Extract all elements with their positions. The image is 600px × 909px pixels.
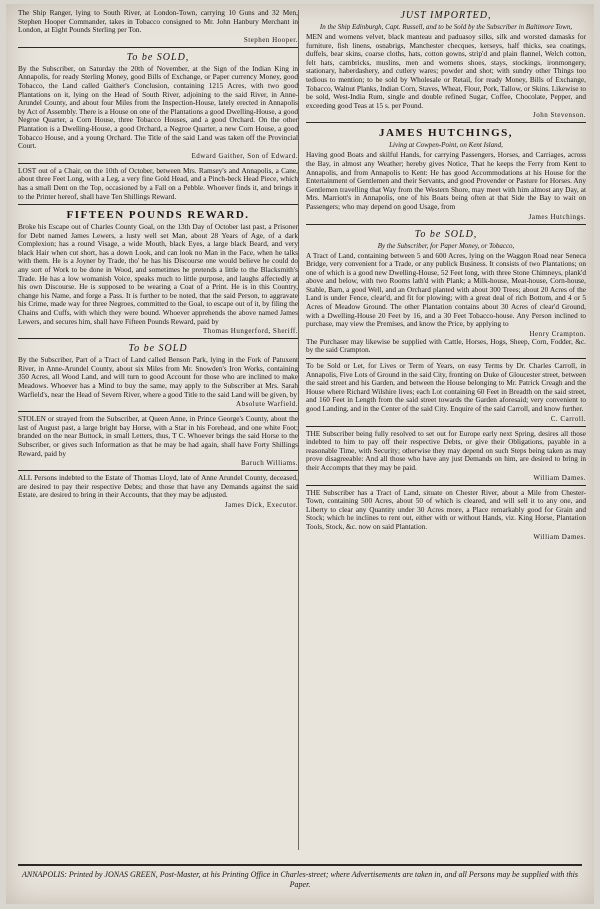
ad-text: LOST out of a Chair, on the 10th of October, between Mrs. Ramsey's and Annapolis, a Cane, about three Feet Long, with a Leg, a very fine Gold Head, and a Pinch-beck Head Piece, which has a small Dent on the Top, occasioned by a Fall on a Pebble. Whoever finds it, and brings it to the Printer hereof, shall have Ten Shillings Reward. <box>18 165 298 201</box>
advertisement-lost-cane <box>18 164 298 205</box>
ad-text: The Ship Ranger, lying to South River, at London-Town, carrying 10 Guns and 32 Men, Stephen Hooper Commander, takes in Tobacco consigned to Mr. John Hanbury Merchant in London, at Eight Pounds Sterling per Ton. <box>18 8 298 35</box>
ad-heading: JUST IMPORTED, <box>400 10 492 21</box>
advertisement-fifteen-pounds-reward <box>18 205 298 339</box>
ad-text: MEN and womens velvet, black manteau and paduasoy silks, silk and worsted damasks for furniture, fish linens, osnabrigs, Manchester checques, kerseys, half thicks, sea coatings, duffels, bear skins, coarse cloths, hats, cotton gowns, strip'd and plain flannel, Welch cotton, felt hats, cambricks, muslins, men and womens shoes, stays, stockings, ironmongery, stationary, haberdashery, and cutlery wares; powder and shot; with sundry other Things too tedious to mention; to be sold by Wholesale or Retail, for ready Money, Bills of Exchange, Tobacco, Walnut Planks, Indian Corn, Staves, Wheat, Flour, Pork, Tallow, or Skins. Likewise to be sold, West-India Rum, single and double refined Sugar, Coffee, Chocolate, Pepper, and exceeding good Teas at 15 s. per Pound. <box>306 32 586 110</box>
ad-subheading: Living at Cowpen-Point, on Kent Island, <box>389 141 503 150</box>
advertisement-dames-land <box>306 486 586 544</box>
ad-heading: To be SOLD <box>128 343 188 355</box>
ad-signature: Thomas Hungerford, Sheriff. <box>202 327 298 336</box>
ad-signature: James Hutchings. <box>528 212 586 221</box>
advertisement-land-sale-crampton <box>306 225 586 360</box>
ad-signature: William Dames. <box>533 473 586 482</box>
ad-signature: John Stevenson. <box>533 111 586 120</box>
ad-signature: William Dames. <box>533 532 586 541</box>
ad-text: Having good Boats and skilful Hands, for carrying Passengers, Horses, and Carriages, across the Bay, in almost any Weather; hereby gives Notice, That he keeps the Ferry from Kent to Annapolis, and from Annapolis to Kent: He has good Accommodations at his House for the Entertainment of Gentlemen and their Servants, and good Provender or Pasture for Horses. Any Gentlemen travelling that Way from the Western Shore, may meet with him almost any Day, at Mrs. Marriott's in Annapolis, one of his Boats being often at that Side the Bay to wait on Passengers; who may depend on good Usage, from <box>306 150 586 211</box>
newspaper-page <box>6 4 594 904</box>
ad-signature: Edward Gaither, Son of Edward. <box>191 151 298 160</box>
ad-text: Broke his Escape out of Charles County Goal, on the 13th Day of October last past, a Prisoner for Debt named James Lewers, a lusty well set Man, about 28 Years of Age, of a dark Complexion; has a round Visage, a wide Mouth, black Eyes, a large black Beard, and very black Hair when cut short, has a down Look, and can look no Man in the Face, when he talks with them. He is a Joyner by Trade, tho' he has his Discourse one would believe he could do any sort of Work to be done in Wood, and sometimes he pretends a little to the Blacksmith's Trade. He has a low womanish Voice, speaks much to little purpose, and laughs affectedly at his own Discourse. He is supposed to be wearing a Coat of a Print. He is in this Country, change his Name, and forge a Pass. It is further to be noted, that the said Person, to aggravate his Crime, made way for three Negroes, committed to the Goal, to escape out of it, by filing the Chains and Cuffs, with which they were bound. Whoever apprehends the above named James Lewers, and secures him, shall have Fifteen Pounds Reward, paid by <box>18 222 298 326</box>
ad-extra-text: The Purchaser may likewise be supplied with Cattle, Horses, Hogs, Sheep, Corn, Fodder, &c. by the said Crampton. <box>306 336 586 355</box>
advertisement-carroll-lots <box>306 359 586 427</box>
ad-text: STOLEN or strayed from the Subscriber, at Queen Anne, in Prince George's County, about the last of August past, a large bright bay Horse, with a Star in his Forehead, and one white Foot; branded on the near Buttock, in small Letters, thus, T C. Whoever brings the said Horse to the Subscriber, or gives such Information as that he may be had again, shall have Forty Shillings Reward, paid by <box>18 414 298 458</box>
ad-heading: To be SOLD, <box>414 228 478 240</box>
left-column <box>18 6 298 854</box>
ad-text: THE Subscriber has a Tract of Land, situate on Chester River, about a Mile from Chester-Town, containing 500 Acres, about 50 of which is cleared, and will sell it to any one, and Liberty to clear any Quantity under 30 Acres more, a Place remarkably good for Grain and Stock; which he inclines to rent out, either with or without Hands, viz. King Horse, Plantation Tools, Stock, &c. now on said Plantation. <box>306 487 586 531</box>
ad-text: To be Sold or Let, for Lives or Term of Years, on easy Terms by Dr. Charles Carroll, in Annapolis, Five Lots of Ground in the said City, fronting on Duke of Gloucester street, between the said street and his Garden, and between the House belonging to Mr. Patrick Creagh and the House where Richard Wilshire lives; each Lot containing 60 Feet in Breadth on the said street, and 160 Feet in Length from the said street towards the Garden aforesaid; very convenient to good Landing, and in the Center of the said City. Enquire of the said Carroll, and know further. <box>306 361 586 413</box>
ad-signature: Baruch Williams. <box>241 459 298 468</box>
advertisement-stolen-horse <box>18 412 298 471</box>
ad-subheading: In the Ship Edinburgh, Capt. Russell, and to be Sold by the Subscriber in Baltimore Town, <box>319 23 573 31</box>
advertisement-land-sale-warfield <box>18 339 298 412</box>
ad-signature: C. Carroll. <box>550 414 586 423</box>
printer-imprint: ANNAPOLIS: Printed by JONAS GREEN, Post-Master, at his Printing Office in Charles-street; where Advertisements are taken in, and all Persons may be supplied with this Paper. <box>18 864 582 890</box>
ad-heading: FIFTEEN POUNDS REWARD. <box>66 209 250 222</box>
ad-text: By the Subscriber, Part of a Tract of Land called Benson Park, lying in the Fork of Patuxent River, in Anne-Arundel County, about six Miles from Mr. Snowden's Iron Works, containing 350 Acres, all Wood Land, and will turn to good Account for those who are inclined to make Meadows. Whoever has a Mind to buy the same, may apply to the Subscriber at Mrs. Sarah Warfield's, near the Head of Severn River, where a good Title to the said Land will be given, by <box>18 355 298 399</box>
advertisement-dames-debts <box>306 427 586 486</box>
ad-heading: To be SOLD, <box>126 51 190 63</box>
ad-signature: Absolute Warfield. <box>236 400 298 409</box>
ad-text: ALL Persons indebted to the Estate of Thomas Lloyd, late of Anne Arundel County, deceased, are desired to pay their respective Debts; and those that have any Demands against the said Estate, are desired to bring in their Accounts, that they may be adjusted. <box>18 473 298 500</box>
ad-signature: James Dick, Executor. <box>224 500 298 509</box>
ad-text: A Tract of Land, containing between 5 and 600 Acres, lying on the Waggon Road near Seneca Bridge, very convenient for a Trade, or any publick Business. It consists of two Plantations; on one of which is a good new Dwelling-House, 52 Feet long, with three Stone Chimneys, plank'd above and below, with two Rooms lath'd with Plank; a Milk-house, Meat-house, Corn-house, Stable, Barn, a good Well, and an Orchard planted with about 300 Trees; about 20 Acres of the Land is under Fence, clear'd, and fit for plowing; with a great deal of rich Bottom, and 4 or 5 Acres of Meadow Ground. The other Plantation contains about 30 Acres of clear'd Ground, with a Dwelling-House 20 Feet by 16, and a 30 Feet Tobacco-house. Any Person inclined to purchase, may view the Premises, and know the Price, by applying to <box>306 250 586 329</box>
column-divider <box>298 10 299 850</box>
ad-signature: Henry Crampton. <box>529 329 586 338</box>
ad-text: THE Subscriber being fully resolved to set out for Europe early next Spring, desires all those indebted to him to pay off their respective Debts, or give their Obligations, payable in a reasonable Time, with Security; otherwise they may depend on such Steps being taken as may prove disagreeable: And all those who have any just Demands on him, are desired to bring in their Accompts that they may be paid. <box>306 428 586 472</box>
ad-heading: JAMES HUTCHINGS, <box>378 127 514 140</box>
advertisement-ship-ranger <box>18 6 298 48</box>
advertisement-estate-debts <box>18 471 298 512</box>
ad-subheading: By the Subscriber, for Paper Money, or Tobacco, <box>377 241 515 250</box>
ad-text: By the Subscriber, on Saturday the 20th of November, at the Sign of the Indian King in Annapolis, for ready Sterling Money, good Bills of Exchange, or Paper currency Money, good Tobacco, the Land called Gaither's Conclusion, containing 1215 Acres, with two good Plantations on it, lying on the Head of South River, adjoining to the said River, in Anne-Arundel County, and about four Miles from the Inspection-House, lately erected in Annapolis by Act of Assembly. There is a House on one of the Plantations a good Dwelling-House, a good Negroe Quarter, a Corn House, three Tobacco Houses, and a good Orchard. On the other Plantation is a Dwelling-House, a good Orchard, a Negroe Quarter, a new Corn House, a good Tobacco House, and a young Orchard. The Title of the said Land was taken off the Provincial Court. <box>18 63 298 151</box>
advertisement-just-imported <box>306 6 586 123</box>
ad-signature: Stephen Hooper. <box>243 35 298 44</box>
advertisement-hutchings-ferry <box>306 123 586 224</box>
advertisement-land-sale-gaither <box>18 48 298 164</box>
right-column <box>306 6 586 854</box>
